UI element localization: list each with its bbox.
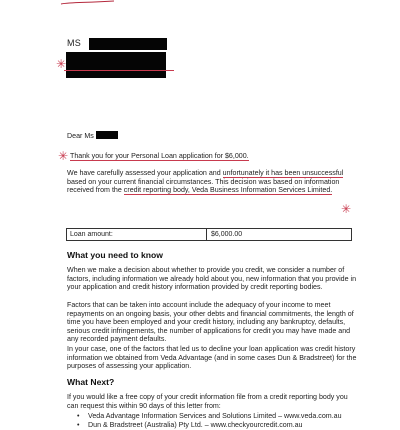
section-heading-what-you-need-to-know: What you need to know — [67, 250, 163, 260]
section1-paragraph-1: When we make a decision about whether to provide you credit, we consider a number of factors, including information we already hold about you, new information that you provide in your application and credit history information provided by credit reporting bodies. — [67, 266, 357, 292]
redacted-address-block — [66, 52, 166, 78]
address-pen-underline — [64, 70, 174, 71]
redacted-name-block — [89, 38, 167, 50]
asterisk-mark-icon: ✳ — [58, 149, 69, 163]
greeting — [67, 131, 367, 141]
asterisk-mark-icon: ✳ — [56, 57, 67, 71]
loan-amount-label: Loan amount: — [67, 229, 207, 240]
credit-bureau-list — [77, 412, 357, 430]
greeting-text: Dear Ms — [67, 132, 94, 140]
section1-paragraph-3: In your case, one of the factors that led us to decline your loan application was credit history information we obtained from Veda Advantage (and in some cases Dun & Bradstreet) for the purposes of assessing your application. — [67, 345, 357, 371]
assessment-credit-body: credit reporting body, Veda Business Information Services Limited. — [123, 186, 333, 195]
loan-amount-table — [66, 228, 352, 241]
section-heading-what-next: What Next? — [67, 377, 115, 387]
address-salutation: MS — [67, 38, 82, 48]
redacted-greeting-name — [96, 131, 118, 139]
loan-amount-value: $6,000.00 — [211, 231, 243, 238]
section2-paragraph-1: If you would like a free copy of your credit information file from a credit reporting body you can request this within 90 days of this letter from: — [67, 393, 348, 410]
section1-paragraph-2: Factors that can be taken into account include the adequacy of your income to meet repayments on an ongoing basis, your other debts and financial commitments, the length of time you have been employed and your credit history, including any bankruptcy, defaults, serious credit infringements, the number of applications for credit you may have made and any recorded payment defaults. — [67, 301, 354, 344]
assessment-part1: We have carefully assessed your application and — [67, 169, 223, 177]
thanks-line — [70, 152, 350, 161]
list-item: • Dun & Bradstreet (Australia) Pty Ltd. – www.checkyourcredit.com.au — [77, 421, 357, 430]
assessment-part3: based on your current financial circumstances. This decision was based on information received from the — [67, 177, 340, 195]
assessment-paragraph — [67, 169, 353, 195]
asterisk-mark-icon: ✳ — [341, 202, 352, 216]
top-pen-mark — [60, 0, 115, 6]
assessment-unsuccessful: unfortunately it has been unsuccessful — [222, 169, 344, 177]
list-item: • Veda Advantage Information Services and Solutions Limited – www.veda.com.au — [77, 412, 357, 421]
thanks-text: Thank you for your Personal Loan application for $6,000. — [70, 152, 249, 160]
